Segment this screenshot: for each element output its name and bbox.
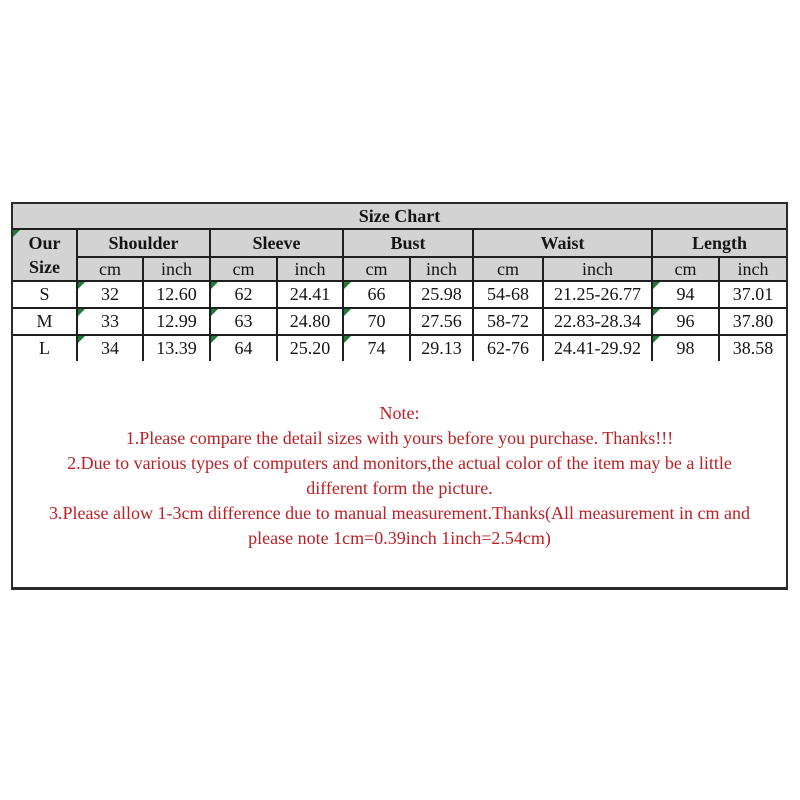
- note-heading: Note:: [379, 403, 420, 423]
- unit-bust-inch: inch: [410, 257, 473, 281]
- unit-shoulder-cm: cm: [77, 257, 143, 281]
- cell-shoulder-cm: 34: [77, 335, 143, 361]
- note-line-2: 2.Due to various types of computers and monitors,the actual color of the item may be a little: [67, 453, 732, 473]
- note-line-2-cont: different form the picture.: [306, 478, 493, 498]
- cell-size-label: M: [13, 308, 77, 335]
- cell-waist-cm: 54-68: [473, 281, 543, 308]
- unit-sleeve-cm: cm: [210, 257, 277, 281]
- cell-sleeve-inch: 24.80: [277, 308, 343, 335]
- cell-bust-inch: 27.56: [410, 308, 473, 335]
- unit-header-row: [13, 257, 786, 281]
- cell-waist-cm: 58-72: [473, 308, 543, 335]
- cell-sleeve-cm: 64: [210, 335, 277, 361]
- cell-length-inch: 38.58: [719, 335, 786, 361]
- col-group-bust: Bust: [343, 229, 473, 257]
- cell-sleeve-inch: 25.20: [277, 335, 343, 361]
- cell-shoulder-inch: 13.39: [143, 335, 210, 361]
- cell-bust-cm: 74: [343, 335, 410, 361]
- cell-shoulder-inch: 12.60: [143, 281, 210, 308]
- cell-shoulder-inch: 12.99: [143, 308, 210, 335]
- cell-bust-inch: 25.98: [410, 281, 473, 308]
- title-row: [13, 204, 786, 229]
- note-line-3-cont: please note 1cm=0.39inch 1inch=2.54cm): [248, 528, 551, 548]
- note-line-1: 1.Please compare the detail sizes with yours before you purchase. Thanks!!!: [125, 428, 674, 448]
- cell-shoulder-cm: 33: [77, 308, 143, 335]
- corner-header-our-size: [13, 229, 77, 281]
- table-row-size-s: [13, 281, 786, 308]
- unit-sleeve-inch: inch: [277, 257, 343, 281]
- cell-waist-inch: 22.83-28.34: [543, 308, 652, 335]
- col-group-length: Length: [652, 229, 786, 257]
- cell-bust-inch: 29.13: [410, 335, 473, 361]
- unit-length-inch: inch: [719, 257, 786, 281]
- table-row-size-l: [13, 335, 786, 361]
- cell-sleeve-cm: 63: [210, 308, 277, 335]
- unit-waist-cm: cm: [473, 257, 543, 281]
- group-header-row: [13, 229, 786, 257]
- note-block: [13, 401, 786, 551]
- cell-shoulder-cm: 32: [77, 281, 143, 308]
- unit-length-cm: cm: [652, 257, 719, 281]
- unit-shoulder-inch: inch: [143, 257, 210, 281]
- cell-bust-cm: 66: [343, 281, 410, 308]
- unit-bust-cm: cm: [343, 257, 410, 281]
- cell-length-cm: 94: [652, 281, 719, 308]
- corner-header-line-1: Our: [28, 233, 61, 253]
- cell-sleeve-cm: 62: [210, 281, 277, 308]
- cell-length-inch: 37.80: [719, 308, 786, 335]
- cell-length-cm: 98: [652, 335, 719, 361]
- corner-header-line-2: Size: [29, 257, 60, 277]
- cell-sleeve-inch: 24.41: [277, 281, 343, 308]
- cell-size-label: L: [13, 335, 77, 361]
- cell-size-label: S: [13, 281, 77, 308]
- col-group-shoulder: Shoulder: [77, 229, 210, 257]
- table-row-size-m: [13, 308, 786, 335]
- cell-bust-cm: 70: [343, 308, 410, 335]
- col-group-waist: Waist: [473, 229, 652, 257]
- cell-length-inch: 37.01: [719, 281, 786, 308]
- size-chart-title: Size Chart: [13, 204, 786, 229]
- size-chart-table: [13, 204, 786, 361]
- col-group-sleeve: Sleeve: [210, 229, 343, 257]
- size-chart-panel: [11, 202, 788, 590]
- cell-waist-inch: 24.41-29.92: [543, 335, 652, 361]
- note-line-3: 3.Please allow 1-3cm difference due to manual measurement.Thanks(All measurement in cm and: [49, 503, 750, 523]
- cell-waist-cm: 62-76: [473, 335, 543, 361]
- cell-length-cm: 96: [652, 308, 719, 335]
- cell-waist-inch: 21.25-26.77: [543, 281, 652, 308]
- unit-waist-inch: inch: [543, 257, 652, 281]
